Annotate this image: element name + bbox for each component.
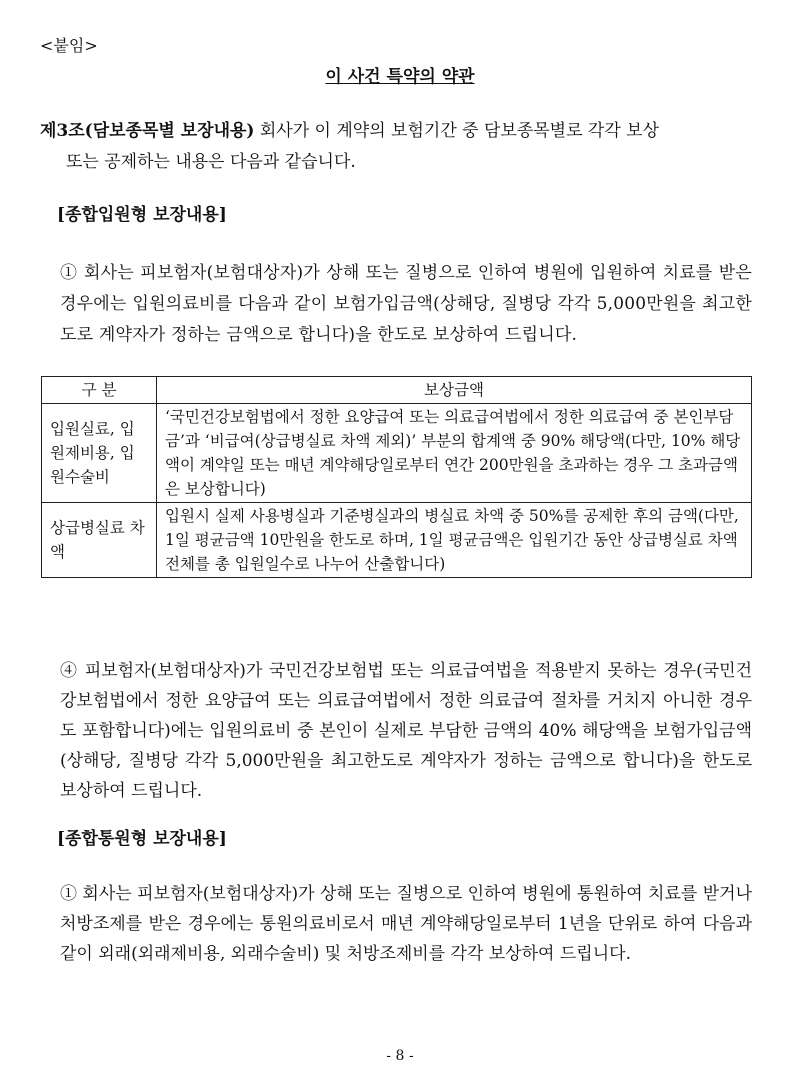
table-header-amount: 보상금액 [157,377,752,404]
table-row-label: 상급병실료 차액 [42,503,157,578]
section-heading-inpatient: [종합입원형 보장내용] [57,205,227,225]
table-row-content: 입원시 실제 사용병실과 기준병실과의 병실료 차액 중 50%를 공제한 후의 금액(다만, 1일 평균금액 10만원을 한도로 하며, 1일 평균금액은 입원기간 동안 상급병실료 차액 전체를 총 입원일수로 나누어 산출합니다) [157,503,752,578]
document-title: 이 사건 특약의 약관 [325,67,475,87]
table-row [42,503,752,578]
table-header-row [42,377,752,404]
table-row-label: 입원실료, 입원제비용, 입원수술비 [42,404,157,503]
attachment-label: <붙임> [40,36,98,55]
inpatient-clause-4: ④ 피보험자(보험대상자)가 국민건강보험법 또는 의료급여법을 적용받지 못하는 경우(국민건강보험법에서 정한 요양급여 또는 의료급여법에서 정한 의료급여 절차를 거치지 아니한 경우도 포함합니다)에는 입원의료비 중 본인이 실제로 부담한 금액의 40% 해당액을 보험가입금액(상해당, 질병당 각각 5,000만원을 최고한도로 계약자가 정하는 금액으로 합니다)을 한도로 보상하여 드립니다. [60,661,752,801]
coverage-table [41,376,752,578]
inpatient-clause-1: ① 회사는 피보험자(보험대상자)가 상해 또는 질병으로 인하여 병원에 입원하여 치료를 받은 경우에는 입원의료비를 다음과 같이 보험가입금액(상해당, 질병당 각각 5,000만원을 최고한도로 계약자가 정하는 금액으로 합니다)을 한도로 보상하여 드립니다. [60,263,752,345]
article-body-line2: 또는 공제하는 내용은 다음과 같습니다. [66,152,356,172]
table-header-category: 구 분 [42,377,157,404]
page-number: - 8 - [386,1048,414,1064]
table-row-content: ‘국민건강보험법에서 정한 요양급여 또는 의료급여법에서 정한 의료급여 중 본인부담금’과 ‘비급여(상급병실료 차액 제외)’ 부분의 합계액 중 90% 해당액(다만, 10% 해당액이 계약일 또는 매년 계약해당일로부터 연간 200만원을 초과하는 경우 그 초과금액은 보상합니다) [157,404,752,503]
article-3 [40,116,752,178]
section-heading-outpatient: [종합통원형 보장내용] [57,829,227,849]
article-heading: 제3조(담보종목별 보장내용) [40,121,255,141]
outpatient-clause-1: ① 회사는 피보험자(보험대상자)가 상해 또는 질병으로 인하여 병원에 통원하여 치료를 받거나 처방조제를 받은 경우에는 통원의료비로서 매년 계약해당일로부터 1년을 단위로 하여 다음과 같이 외래(외래제비용, 외래수술비) 및 처방조제비를 각각 보상하여 드립니다. [60,884,752,964]
table-row [42,404,752,503]
article-3-line1 [40,116,752,147]
article-body-line1: 회사가 이 계약의 보험기간 중 담보종목별로 각각 보상 [254,121,659,141]
